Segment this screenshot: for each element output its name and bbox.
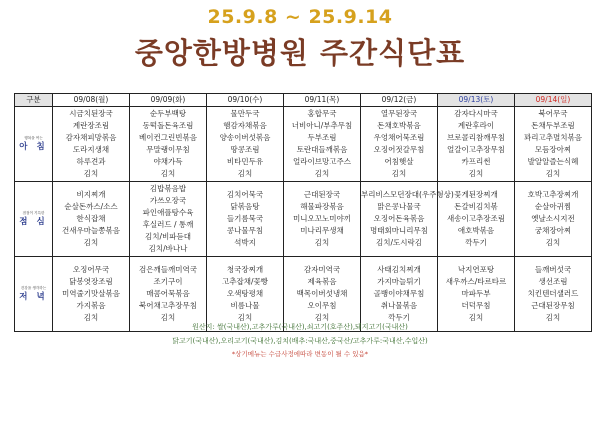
menu-cell-dinner-mon: [53, 257, 130, 332]
menu-cell-dinner-wed: [207, 257, 284, 332]
meal-note: 건강을 생각하는: [20, 285, 47, 290]
meal-label-breakfast: [15, 107, 53, 182]
menu-item: 파인애플탕수육: [142, 208, 194, 217]
menu-item: 가쓰오장국: [149, 196, 187, 205]
menu-item: 근대된장무침: [531, 301, 575, 310]
menu-item: 어침햇살: [384, 157, 414, 166]
menu-cell-dinner-tue: [130, 257, 207, 332]
menu-cell-dinner-thu: [284, 257, 361, 332]
corner-label: [15, 94, 53, 107]
menu-item: 김치: [391, 169, 407, 178]
menu-item: 돈갈비김치볶: [454, 202, 498, 211]
menu-item: 감자다시마국: [454, 109, 498, 118]
menu-item: 닭봉엿장조림: [69, 277, 113, 286]
menu-item: 사태김치찌개: [377, 265, 421, 274]
menu-item: 옛날소시지전: [531, 214, 575, 223]
menu-item: 홍합무국: [307, 109, 337, 118]
day-header-thu: [284, 94, 361, 107]
origin-line-1: 원산지: 쌀(국내산),고추가루(국내산),쇠고기(호주산),돼지고기(국내산): [192, 323, 408, 331]
menu-cell-breakfast-fri: [361, 107, 438, 182]
day-label: 09/14(일): [535, 95, 571, 104]
menu-item: 꽈리고추멸치볶음: [524, 133, 582, 142]
menu-item: 제육볶음: [307, 277, 337, 286]
menu-cell-dinner-sun: [515, 257, 592, 332]
menu-item: 김치: [468, 313, 484, 322]
date-range: 25.9.8 ~ 25.9.14: [207, 6, 393, 28]
menu-item: 깍두기: [465, 238, 487, 247]
menu-item: 돈채호박볶음: [377, 121, 421, 130]
menu-item: 김치: [314, 169, 330, 178]
menu-item: 김치: [545, 238, 561, 247]
menu-item: 해물파장볶음: [300, 202, 344, 211]
menu-item: 들기름묵국: [226, 214, 264, 223]
day-label: 09/13(토): [458, 95, 494, 104]
day-header-fri: [361, 94, 438, 107]
corner-label-text: 구분: [26, 95, 41, 104]
meal-label-lunch: [15, 182, 53, 257]
menu-item: 김치: [83, 313, 99, 322]
meal-note: 행복을 여는: [24, 135, 43, 140]
menu-item: 북어채고추장무침: [139, 301, 197, 310]
menu-item: 생선조림: [538, 277, 568, 286]
menu-item: 양송이버섯볶음: [219, 133, 271, 142]
menu-item: 감자채피망볶음: [65, 133, 117, 142]
menu-cell-lunch-tue: [130, 182, 207, 257]
menu-item: 카프리썬: [461, 157, 491, 166]
menu-item: 김치: [545, 169, 561, 178]
menu-cell-lunch-sun: [515, 182, 592, 257]
menu-item: 마파두부: [461, 289, 491, 298]
menu-item: 순살아귀찜: [534, 202, 572, 211]
menu-item: 돈채두부조림: [531, 121, 575, 130]
menu-item: 골뱅이야채무침: [373, 289, 425, 298]
day-label: 09/09(화): [150, 95, 186, 104]
menu-cell-breakfast-sat: [438, 107, 515, 182]
day-header-mon: [53, 94, 130, 107]
menu-item: 건새우마늘쫑볶음: [62, 226, 120, 235]
menu-item: 하루견과: [76, 157, 106, 166]
menu-item: 근대된장국: [303, 190, 341, 199]
menu-item: 명태회마니리무침: [370, 226, 428, 235]
menu-item: 가지볶음: [76, 301, 106, 310]
menu-item: 브로콜리참깨무침: [447, 133, 505, 142]
menu-item: 베이컨그린빈볶음: [139, 133, 197, 142]
menu-item: 깍두기: [388, 313, 410, 322]
menu-item: 한식잡채: [76, 214, 106, 223]
menu-item: 새송이고추장조림: [447, 214, 505, 223]
menu-item: 북어무국: [538, 109, 568, 118]
menu-item: 새우까스/타르타르: [445, 277, 507, 286]
day-label: 09/10(수): [227, 95, 263, 104]
menu-item: 애호박볶음: [457, 226, 495, 235]
menu-item: 발알알즐는식혜: [527, 157, 579, 166]
menu-item: 김치/도시락김: [376, 238, 422, 247]
menu-item: 호박고추장찌개: [527, 190, 579, 199]
menu-cell-breakfast-mon: [53, 107, 130, 182]
menu-item: 맑은콩나물국: [377, 202, 421, 211]
menu-item: 매콤어묵볶음: [146, 289, 190, 298]
menu-item: 김치: [160, 313, 176, 322]
menu-item: 오징어젓갈무침: [373, 145, 425, 154]
day-label: 09/12(금): [381, 95, 417, 104]
menu-item: 치킨텐더샐러드: [527, 289, 579, 298]
menu-cell-breakfast-tue: [130, 107, 207, 182]
change-notice: *상기메뉴는 수급사정에따라 변동이 될 수 있음*: [231, 350, 369, 358]
menu-cell-breakfast-thu: [284, 107, 361, 182]
menu-item: 김치: [237, 169, 253, 178]
menu-item: 물만두국: [230, 109, 260, 118]
menu-item: 닭볶음탕: [230, 202, 260, 211]
menu-item: 땅콩조림: [230, 145, 260, 154]
menu-item: 김치: [468, 169, 484, 178]
menu-item: 백목이버섯냉채: [296, 289, 348, 298]
menu-item: 가지마늘튀기: [377, 277, 421, 286]
menu-item: 얼갈이고추장무침: [447, 145, 505, 154]
menu-item: 김치: [160, 169, 176, 178]
menu-item: 오이무침: [307, 301, 337, 310]
menu-cell-lunch-fri: [361, 182, 454, 257]
meal-name: 저 녁: [19, 292, 48, 302]
meal-row-lunch: [15, 182, 592, 257]
menu-item: 꽃게된장찌개: [454, 190, 498, 199]
menu-item: 김치: [314, 313, 330, 322]
meal-row-dinner: [15, 257, 592, 332]
menu-item: 김치/비파듣대: [145, 232, 191, 241]
menu-item: 들깨버섯국: [534, 265, 572, 274]
menu-item: 우엉채어묵조림: [373, 133, 425, 142]
menu-cell-lunch-thu: [284, 182, 361, 257]
day-header-sat: [438, 94, 515, 107]
menu-item: 더덕무침: [461, 301, 491, 310]
menu-item: 열무된장국: [380, 109, 418, 118]
day-header-sun: [515, 94, 592, 107]
day-label: 09/11(목): [304, 95, 340, 104]
page-title: 중앙한방병원 주간식단표: [134, 36, 466, 70]
menu-item: 부리비스모던장대(우주형상): [361, 190, 454, 199]
menu-item: 비타민두유: [226, 157, 264, 166]
menu-item: 비름나물: [230, 301, 260, 310]
menu-cell-lunch-wed: [207, 182, 284, 257]
weekly-menu-table: [14, 93, 592, 332]
day-header-wed: [207, 94, 284, 107]
meal-row-breakfast: [15, 107, 592, 182]
menu-item: 낙지연포탕: [457, 265, 495, 274]
menu-item: 두부조림: [307, 133, 337, 142]
menu-cell-lunch-mon: [53, 182, 130, 257]
menu-item: 동떡돌돈육조림: [142, 121, 194, 130]
menu-item: 석박지: [234, 238, 256, 247]
menu-item: 콩나물무침: [226, 226, 264, 235]
menu-item: 비지찌개: [76, 190, 106, 199]
menu-item: 김치: [314, 238, 330, 247]
menu-item: 고추잡채/꽃빵: [222, 277, 268, 286]
menu-item: 계란후라이: [457, 121, 495, 130]
menu-item: 오색탕평채: [226, 289, 264, 298]
menu-item: 오징어무국: [72, 265, 110, 274]
menu-item: 후실러드 / 통깨: [142, 220, 194, 229]
menu-item: 궁채장아찌: [534, 226, 572, 235]
menu-item: 김치: [545, 313, 561, 322]
menu-item: 검은깨들깨미역국: [139, 265, 197, 274]
menu-cell-dinner-sat: [438, 257, 515, 332]
menu-item: 김치어묵국: [226, 190, 264, 199]
menu-item: 도라지생채: [72, 145, 110, 154]
menu-cell-dinner-fri: [361, 257, 438, 332]
menu-cell-breakfast-wed: [207, 107, 284, 182]
menu-item: 계란장조림: [72, 121, 110, 130]
menu-item: 토란대들깨볶음: [296, 145, 348, 154]
menu-item: 순살돈까스/소스: [64, 202, 118, 211]
menu-item: 모듬장아찌: [534, 145, 572, 154]
menu-item: 취나물볶음: [380, 301, 418, 310]
menu-item: 햄감자채볶음: [223, 121, 267, 130]
menu-item: 김치/바나나: [148, 244, 188, 253]
menu-item: 무말랭이무침: [146, 145, 190, 154]
menu-item: 오징어돈육볶음: [373, 214, 425, 223]
meal-label-dinner: [15, 257, 53, 332]
origin-line-2: 닭고기(국내산),오리고기(국내산),김치(배추:국내산,중국산/고추가루:국내산,수입산): [172, 337, 428, 345]
menu-item: 미역줄기맛살볶음: [62, 289, 120, 298]
menu-item: 시금치된장국: [69, 109, 113, 118]
menu-item: 청국장찌개: [226, 265, 264, 274]
menu-item: 야채가득: [153, 157, 183, 166]
meal-note: 점점이 기특한: [22, 210, 45, 215]
menu-item: 너비아니/부추무침: [291, 121, 353, 130]
menu-item: 얼라이브망고주스: [293, 157, 351, 166]
day-header-row: [15, 94, 592, 107]
menu-item: 김치: [83, 169, 99, 178]
day-header-tue: [130, 94, 207, 107]
menu-item: 감자미역국: [303, 265, 341, 274]
menu-item: 순두부백탕: [149, 109, 187, 118]
menu-item: 미나리무생채: [300, 226, 344, 235]
menu-cell-breakfast-sun: [515, 107, 592, 182]
menu-item: 미니오꼬노미야끼: [293, 214, 351, 223]
menu-item: 조기구이: [153, 277, 183, 286]
meal-name: 점 심: [19, 217, 48, 227]
day-label: 09/08(월): [73, 95, 109, 104]
menu-item: 김치: [83, 238, 99, 247]
meal-name: 아 침: [19, 142, 48, 152]
menu-body: [15, 107, 592, 332]
menu-item: 김치: [237, 313, 253, 322]
menu-item: 김밥볶음밥: [149, 184, 187, 193]
